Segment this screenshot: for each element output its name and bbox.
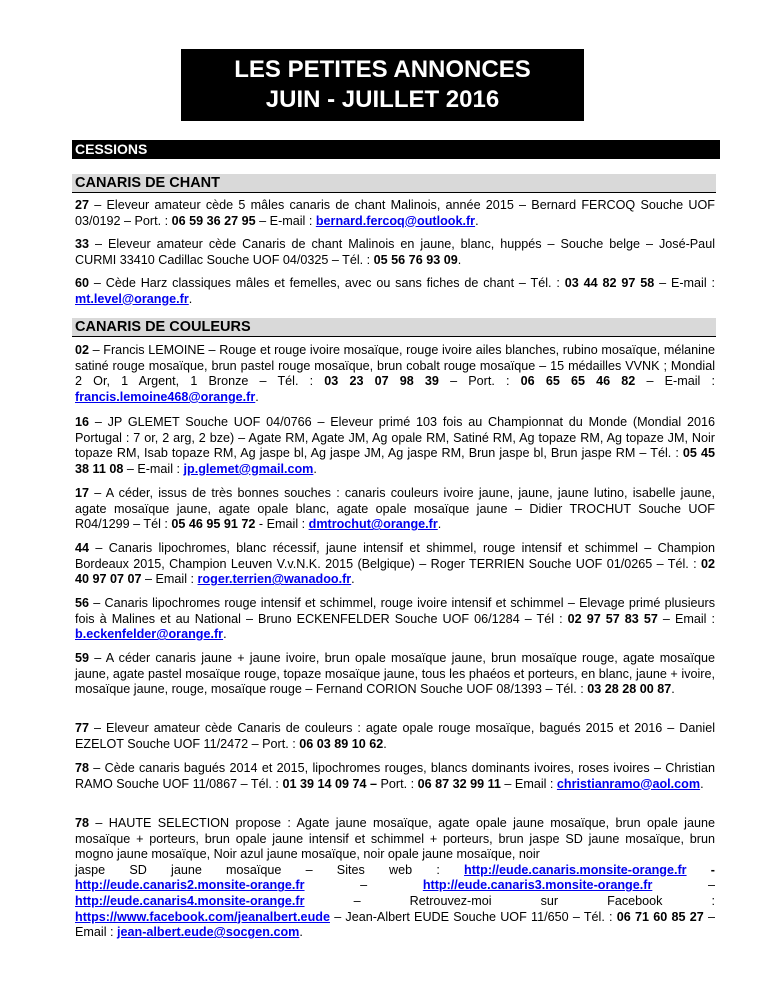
ad-56: 56 – Canaris lipochromes rouge intensif et schimmel, rouge ivoire intensif et schimmel – Elevage primé plusieurs fois à Malines et au National – Bruno ECKENFELDER Souche UOF 06/1284 – Tél : 02 97 57 83 57 – Email : b.eckenfelder@orange.fr. [75, 596, 715, 642]
ad-33: 33 – Eleveur amateur cède Canaris de chant Malinois en jaune, blanc, huppés – Souche belge – José-Paul CURMI 33410 Cadillac Souche UOF 04/0325 – Tél. : 05 56 76 93 09. [75, 237, 715, 267]
email-link[interactable]: b.eckenfelder@orange.fr [75, 627, 224, 642]
website-link-1[interactable]: http://eude.canaris.monsite-orange.fr [464, 862, 687, 877]
ad-16: 16 – JP GLEMET Souche UOF 04/0766 – Eleveur primé 103 fois au Championnat du Monde (Mondial 2016 Portugal : 7 or, 2 arg, 2 bze) – Agate RM, Agate JM, Ag opale RM, Satiné RM, Ag topaze RM, Ag topaze JM, Noir topaze RM, Isab topaze RM, Ag jaspe bl, Ag jaspe JM, Ag jaspe RM, Brun jaspe bl, Brun jaspe RM – Tél. : 05 45 38 11 08 – E-mail : jp.glemet@gmail.com. [75, 415, 716, 476]
email-link[interactable]: christianramo@aol.com [556, 776, 701, 791]
sites-line: jaspe SD jaune mosaïque – Sites web : http://eude.canaris.monsite-orange.fr - [75, 862, 715, 877]
phone-number: 01 39 14 09 74 – [282, 776, 377, 791]
phone-number: 06 59 36 27 95 [171, 213, 256, 228]
phone-number: 03 23 07 98 39 [324, 374, 439, 389]
ad-number: 33 [75, 237, 90, 251]
facebook-line: http://eude.canaris4.monsite-orange.fr – Retrouvez-moi sur Facebook : [75, 893, 715, 908]
website-link-4[interactable]: http://eude.canaris4.monsite-orange.fr [75, 893, 305, 908]
ad-44: 44 – Canaris lipochromes, blanc récessif, jaune intensif et shimmel, rouge intensif et schimmel – Champion Bordeaux 2015, Champion Leuven V.v.N.K. 2015 (Belgique) – Roger TERRIEN Souche UOF 01/0265 – Tél. : 02 40 97 07 07 – Email : roger.terrien@wanadoo.fr. [75, 541, 715, 587]
ad-27: 27 – Eleveur amateur cède 5 mâles canaris de chant Malinois, année 2015 – Bernard FERCOQ Souche UOF 03/0192 – Port. : 06 59 36 27 95 – E-mail : bernard.fercoq@outlook.fr. [75, 198, 715, 228]
ad-60: 60 – Cède Harz classiques mâles et femelles, avec ou sans fiches de chant – Tél. : 03 44 82 97 58 – E-mail : mt.level@orange.fr. [75, 276, 715, 306]
phone-number: 05 45 38 11 08 [75, 446, 716, 476]
mobile-number: 06 03 89 10 62 [299, 736, 384, 751]
ad-number: 78 [75, 816, 90, 830]
phone-number: 02 40 97 07 07 [75, 556, 715, 587]
phone-number: 05 56 76 93 09 [373, 252, 458, 267]
ad-02: 02 – Francis LEMOINE – Rouge et rouge ivoire mosaïque, rouge ivoire ailes blanches, rubino mosaïque, mélanine satiné rouge mosaïque, brun pastel rouge mosaïque, brun cobalt rouge mosaïque – 15 médailles VVNK ; Mondial 2 Or, 1 Argent, 1 Bronze – Tél. : 03 23 07 98 39 – Port. : 06 65 65 46 82 – E-mail : francis.lemoine468@orange.fr. [75, 343, 715, 404]
ad-number: 59 [75, 651, 90, 665]
facebook-link[interactable]: https://www.facebook.com/jeanalbert.eude [75, 909, 330, 924]
ad-number: 02 [75, 343, 90, 357]
email-link[interactable]: dmtrochut@orange.fr [308, 517, 438, 532]
email-link[interactable]: jp.glemet@gmail.com [183, 461, 314, 476]
ad-number: 78 [75, 761, 90, 775]
email-link[interactable]: francis.lemoine468@orange.fr [75, 389, 256, 404]
ad-number: 16 [75, 415, 90, 429]
phone-number: 06 71 60 85 27 [616, 909, 704, 924]
category-heading-couleurs: CANARIS DE COULEURS [72, 318, 716, 337]
ad-number: 27 [75, 198, 90, 212]
website-link-3[interactable]: http://eude.canaris3.monsite-orange.fr [422, 878, 653, 893]
phone-number: 02 97 57 83 57 [567, 611, 658, 626]
ad-77: 77 – Eleveur amateur cède Canaris de couleurs : agate opale rouge mosaïque, bagués 2015 et 2016 – Daniel EZELOT Souche UOF 11/2472 – Port. : 06 03 89 10 62. [75, 721, 715, 751]
section-heading-cessions: CESSIONS [72, 140, 720, 159]
email-link[interactable]: roger.terrien@wanadoo.fr [197, 572, 352, 587]
ad-78-haute-selection: 78 – HAUTE SELECTION propose : Agate jaune mosaïque, agate opale jaune mosaïque, brun opale jaune mosaïque + porteurs, brun opale jaune intensif et schimmel + porteurs, brun jaspe SD jaune mosaïque, brun mogno jaune mosaïque, Noir azul jaune mosaïque, noir opale jaune mosaïque, noir jaspe SD jaune mosaïque – Sites web : http://eude.canaris.monsite-orange.fr - http://eude.canaris2.monsite-orange.fr – http://eude.canaris3.monsite-orange.fr – http://eude.canaris4.monsite-orange.fr – Retrouvez-moi sur Facebook : https://www.facebook.com/jeanalbert.eude – Jean-Albert EUDE Souche UOF 11/650 – Tél. : 06 71 60 85 27 – Email : jean-albert.eude@socgen.com. [75, 816, 715, 940]
page-subtitle: JUIN - JUILLET 2016 [265, 86, 500, 113]
ad-number: 60 [75, 276, 90, 290]
ad-number: 44 [75, 541, 90, 555]
sites-line-2: http://eude.canaris2.monsite-orange.fr – http://eude.canaris3.monsite-orange.fr – [75, 878, 715, 893]
ad-78: 78 – Cède canaris bagués 2014 et 2015, lipochromes rouges, blancs dominants ivoires, roses ivoires – Christian RAMO Souche UOF 11/0867 – Tél. : 01 39 14 09 74 – Port. : 06 87 32 99 11 – Email : christianramo@aol.com. [75, 761, 715, 791]
mobile-number: 06 65 65 46 82 [520, 374, 636, 389]
website-link-2[interactable]: http://eude.canaris2.monsite-orange.fr [75, 878, 305, 893]
page-title: LES PETITES ANNONCES [234, 56, 531, 83]
email-link[interactable]: bernard.fercoq@outlook.fr [315, 213, 476, 228]
ad-number: 17 [75, 486, 90, 500]
phone-number: 03 44 82 97 58 [564, 276, 655, 290]
ad-17: 17 – A céder, issus de très bonnes souches : canaris couleurs ivoire jaune, jaune, jaune lutino, isabelle jaune, agate mosaïque jaune, agate opale blanc, agate opale mosaïque jaune – Didier TROCHUT Souche UOF R04/1299 – Tél : 05 46 95 91 72 - Email : dmtrochut@orange.fr. [75, 486, 715, 532]
category-heading-chant: CANARIS DE CHANT [72, 174, 716, 193]
ad-number: 56 [75, 596, 90, 610]
ad-59: 59 – A céder canaris jaune + jaune ivoire, brun opale mosaïque jaune, brun mosaïque rouge, agate mosaïque jaune, agate pastel mosaïque rouge, topaze mosaïque jaune, tous les phaéos et porteurs, en blanc, jaune + ivoire, mosaïque jaune, rouge, mosaïque rouge – Fernand CORION Souche UOF 08/1393 – Tél. : 03 28 28 00 87. [75, 651, 715, 697]
mobile-number: 06 87 32 99 11 [417, 776, 501, 791]
email-link[interactable]: mt.level@orange.fr [75, 291, 189, 306]
email-link[interactable]: jean-albert.eude@socgen.com [117, 925, 300, 940]
phone-number: 03 28 28 00 87 [587, 682, 672, 697]
phone-number: 05 46 95 91 72 [171, 517, 256, 532]
ad-number: 77 [75, 721, 90, 735]
page-title-banner [181, 49, 584, 121]
